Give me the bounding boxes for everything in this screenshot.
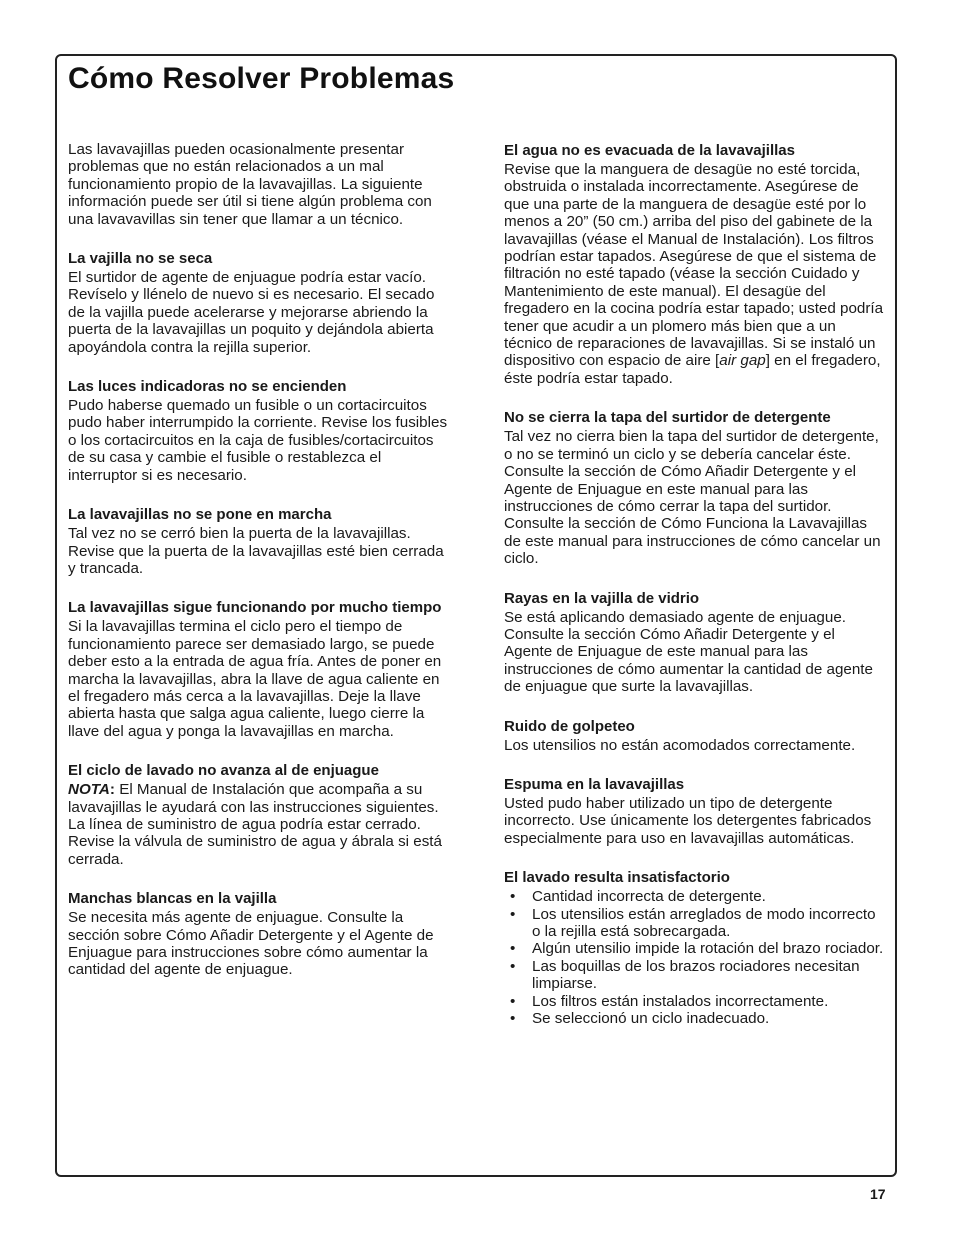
note-text: El Manual de Instalación que acompaña a su lavavajillas le ayudará con las instrucciones siguientes. La línea de suministro de agua podría estar cerrado. Revise la válvula de suministro de agua y ábrala si está cerrada. — [68, 781, 442, 868]
section-heading: El lavado resulta insatisfactorio — [504, 869, 730, 887]
right-column — [504, 141, 886, 1048]
intro-paragraph: Las lavavajillas pueden ocasionalmente presentar problemas que no están relacionados a un mal funcionamiento propio de la lavavajillas. La siguiente información puede ser útil si tiene algún problema con una lavavavillas sin tener que llamar a un técnico. — [68, 141, 432, 228]
page-number: 17 — [870, 1186, 886, 1202]
body-text: ] en el fregadero, éste podría estar tapado. — [504, 352, 881, 387]
section-heading: La vajilla no se seca — [68, 250, 213, 268]
section-heading: El ciclo de lavado no avanza al de enjuague — [68, 762, 379, 780]
section-body: Pudo haberse quemado un fusible o un cortacircuitos pudo haber interrumpido la corriente. Revise los fusibles o los cortacircuitos en la caja de fusibles/cortacircuitos de su casa y cambie el fusible o restablezca el interruptor si es necesario. — [68, 397, 448, 484]
section-unsatisfactory-wash — [504, 868, 886, 1027]
section-body: Usted pudo haber utilizado un tipo de detergente incorrecto. Use únicamente los detergentes fabricados especialmente para uso en lavavajillas automáticas. — [504, 794, 872, 847]
list-item: • Los utensilios están arreglados de modo incorrecto o la rejilla está sobrecargada. — [504, 906, 886, 941]
section-body: Tal vez no se cerró bien la puerta de la lavavajillas. Revise que la puerta de la lavavajillas esté bien cerrada y trancada. — [68, 525, 444, 577]
section-body: Se necesita más agente de enjuague. Consulte la sección sobre Cómo Añadir Detergente y el Agente de Enjuague para instrucciones sobre cómo aumentar la cantidad del agente de enjuague. — [68, 909, 434, 979]
list-item: • Los filtros están instalados incorrectamente. — [504, 993, 886, 1010]
section-body: Si la lavavajillas termina el ciclo pero el tiempo de funcionamiento parece ser demasiado largo, se puede deber esto a la entrada de agua fría. Antes de poner en marcha la lavavajillas, abra la llave de agua caliente en el fregadero más cerca a la lavavajillas. Deje la llave abierta hasta que salga agua caliente, luego cierre la llave del agua y ponga la lavavajillas en marcha. — [68, 618, 442, 740]
section-heading: Rayas en la vajilla de vidrio — [504, 589, 700, 607]
list-item: • Las boquillas de los brazos rociadores necesitan limpiarse. — [504, 958, 886, 993]
section-cycle-not-advancing — [68, 761, 450, 868]
section-heading: Ruido de golpeteo — [504, 717, 635, 735]
section-heading: El agua no es evacuada de la lavavajillas — [504, 142, 795, 159]
left-column — [68, 141, 450, 1000]
air-gap-term: air gap — [719, 352, 766, 370]
section-runs-too-long — [68, 598, 450, 740]
section-body: Se está aplicando demasiado agente de enjuague. Consulte la sección Cómo Añadir Detergente y el Agente de Enjuague de este manual para las instrucciones de cómo aumentar la cantidad de agente de enjuague que surte la lavavajillas. — [504, 608, 873, 696]
section-body — [504, 161, 886, 387]
note-label: NOTA — [68, 781, 110, 799]
section-lights-not-on — [68, 377, 450, 484]
section-foam — [504, 775, 886, 847]
section-detergent-lid — [504, 408, 886, 567]
section-glass-streaks — [504, 589, 886, 696]
section-body: Tal vez no cierra bien la tapa del surtidor de detergente, o no se terminó un ciclo y se debería cancelar éste. Consulte la sección de Cómo Añadir Detergente y el Agente de Enjuague en este manual para las instrucciones de cómo cerrar la tapa del surtidor. Consulte la sección de Cómo Funciona la Lavavajillas de este manual para instrucciones de cómo cancelar un ciclo. — [504, 428, 881, 568]
section-dishes-not-dry — [68, 249, 450, 356]
section-water-not-draining — [504, 141, 886, 387]
section-heading: Espuma en la lavavajillas — [504, 775, 685, 793]
section-heading: Las luces indicadoras no se encienden — [68, 378, 347, 396]
page-title: Cómo Resolver Problemas — [68, 62, 455, 95]
body-text: Revise que la manguera de desagüe no esté torcida, obstruida o instalada incorrectamente. Asegúrese de que una parte de la manguera de desagüe esté por lo menos a 20” (50 cm.) arriba del piso del gabinete de la lavavajillas (véase el Manual de Instalación). Los filtros podrían estar tapados. Asegúrese de que el sistema de filtración no esté tapado (véase la sección Cuidado y Mantenimiento de este manual). El desagüe del fregadero en la cocina podría estar tapado; usted podría tener que acudir a un plomero más bien que a un técnico de reparaciones de lavavajillas. Si se instaló un dispositivo con espacio de aire [ — [504, 161, 884, 370]
section-body: Los utensilios no están acomodados correctamente. — [504, 736, 856, 754]
section-knocking-noise — [504, 717, 886, 754]
section-will-not-start — [68, 505, 450, 577]
section-body — [68, 781, 450, 868]
section-heading: La lavavajillas sigue funcionando por mucho tiempo — [68, 599, 442, 617]
list-item: • Cantidad incorrecta de detergente. — [504, 888, 886, 905]
section-white-spots — [68, 889, 450, 979]
section-body: El surtidor de agente de enjuague podría estar vacío. Revíselo y llénelo de nuevo si es necesario. El secado de la vajilla puede acelerarse y mejorarse abriendo la puerta de la lavavajillas un poquito y dejándola abierta apoyándola contra la rejilla superior. — [68, 269, 435, 356]
list-item: • Se seleccionó un ciclo inadecuado. — [504, 1010, 886, 1027]
section-heading: Manchas blancas en la vajilla — [68, 890, 277, 908]
list-item: • Algún utensilio impide la rotación del brazo rociador. — [504, 940, 886, 957]
section-heading: La lavavajillas no se pone en marcha — [68, 506, 332, 524]
note-colon: : — [109, 781, 115, 799]
cause-list — [504, 888, 886, 1027]
section-heading: No se cierra la tapa del surtidor de detergente — [504, 409, 831, 427]
